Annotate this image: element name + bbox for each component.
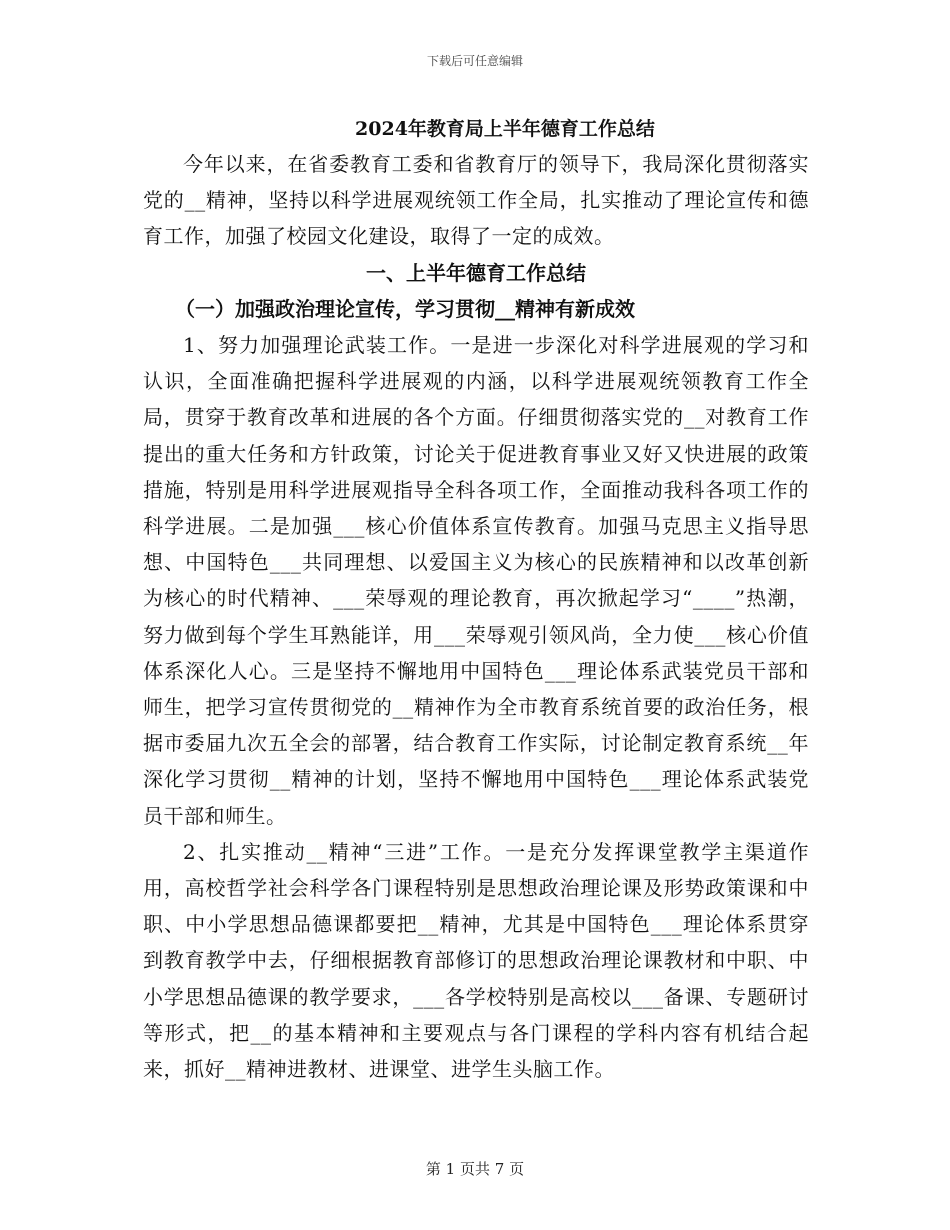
body-paragraph-2: 2、扎实推动__精神“三进”工作。一是充分发挥课堂教学主渠道作用，高校哲学社会科学各门课程特别是思想政治理论课及形势政策课和中职、中小学思想品德课都要把__精神，尤其是中国特色___理论体系贯穿到教育教学中去，仔细根据教育部修订的思想政治理论课教材和中职、中小学思想品德课的教学要求，___各学校特别是高校以___备课、专题研讨等形式，把__的基本精神和主要观点与各门课程的学科内容有机结合起来，抓好__精神进教材、进课堂、进学生头脑工作。 [143, 839, 809, 1082]
body-paragraph-1: 1、努力加强理论武装工作。一是进一步深化对科学进展观的学习和认识，全面准确把握科学进展观的内涵，以科学进展观统领教育工作全局，贯穿于教育改革和进展的各个方面。仔细贯彻落实党的__对教育工作提出的重大任务和方针政策，讨论关于促进教育事业又好又快进展的政策措施，特别是用科学进展观指导全科各项工作，全面推动我科各项工作的科学进展。二是加强___核心价值体系宣传教育。加强马克思主义指导思想、中国特色___共同理想、以爱国主义为核心的民族精神和以改革创新为核心的时代精神、___荣辱观的理论教育，再次掀起学习“____”热潮，努力做到每个学生耳熟能详，用___荣辱观引领风尚，全力使___核心价值体系深化人心。三是坚持不懈地用中国特色___理论体系武装党员干部和师生，把学习宣传贯彻党的__精神作为全市教育系统首要的政治任务，根据市委届九次五全会的部署，结合教育工作实际，讨论制定教育系统__年深化学习贯彻__精神的计划，坚持不懈地用中国特色___理论体系武装党员干部和师生。 [143, 333, 809, 828]
intro-paragraph: 今年以来，在省委教育工委和省教育厅的领导下，我局深化贯彻落实党的__精神，坚持以科学进展观统领工作全局，扎实推动了理论宣传和德育工作，加强了校园文化建设，取得了一定的成效。 [143, 152, 809, 249]
section-heading: 一、上半年德育工作总结 [366, 260, 586, 285]
subsection-heading: （一）加强政治理论宣传，学习贯彻__精神有新成效 [175, 296, 635, 321]
document-title: 2024年教育局上半年德育工作总结 [355, 118, 655, 140]
header-note: 下载后可任意编辑 [426, 54, 523, 68]
page-footer: 第 1 页共 7 页 [425, 1160, 525, 1178]
document-body [143, 146, 809, 1087]
